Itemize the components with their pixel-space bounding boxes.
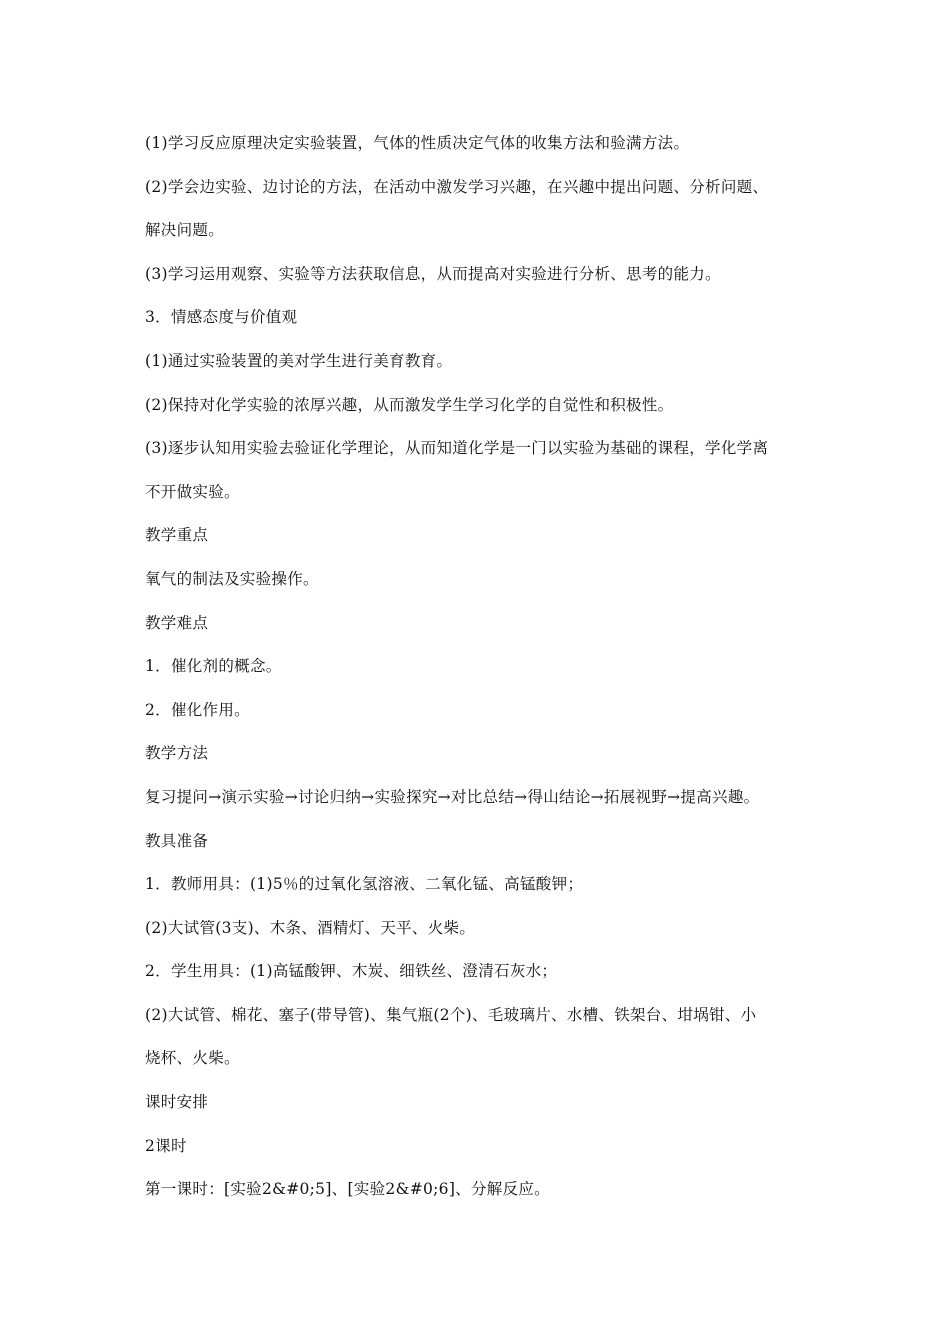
paragraph-schedule-count: 2课时 — [145, 1136, 187, 1155]
document-body — [145, 122, 815, 1212]
paragraph-student-materials-1: 2．学生用具：(1)高锰酸钾、木炭、细铁丝、澄清石灰水； — [145, 962, 558, 981]
heading-difficulties: 教学难点 — [145, 613, 209, 632]
paragraph-attitude-2: (2)保持对化学实验的浓厚兴趣，从而激发学生学习化学的自觉性和积极性。 — [145, 395, 674, 414]
paragraph-student-materials-2-cont: 烧杯、火柴。 — [145, 1049, 240, 1068]
paragraph-methods: 复习提问→演示实验→讨论归纳→实验探究→对比总结→得山结论→拓展视野→提高兴趣。 — [145, 787, 760, 806]
paragraph-student-materials-2: (2)大试管、棉花、塞子(带导管)、集气瓶(2个)、毛玻璃片、水槽、铁架台、坩埚钳、小 — [145, 1005, 757, 1024]
heading-materials: 教具准备 — [145, 831, 209, 850]
paragraph-schedule-first-lesson: 第一课时：[实验2&#0;5]、[实验2&#0;6]、分解反应。 — [145, 1180, 550, 1199]
paragraph-difficulty-1: 1．催化剂的概念。 — [145, 657, 282, 676]
paragraph-objective-3: (3)学习运用观察、实验等方法获取信息，从而提高对实验进行分析、思考的能力。 — [145, 264, 721, 283]
paragraph-attitude-3-cont: 不开做实验。 — [145, 482, 240, 501]
paragraph-key-points: 氧气的制法及实验操作。 — [145, 569, 319, 588]
heading-schedule: 课时安排 — [145, 1093, 209, 1112]
paragraph-objective-1: (1)学习反应原理决定实验装置，气体的性质决定气体的收集方法和验满方法。 — [145, 134, 690, 152]
paragraph-objective-2-cont: 解决问题。 — [145, 221, 225, 240]
paragraph-attitude-3: (3)逐步认知用实验去验证化学理论，从而知道化学是一门以实验为基础的课程，学化学离 — [145, 439, 769, 458]
paragraph-teacher-materials-1: 1．教师用具：(1)5％的过氧化氢溶液、二氧化锰、高锰酸钾； — [145, 875, 584, 894]
paragraph-teacher-materials-2: (2)大试管(3支)、木条、酒精灯、天平、火柴。 — [145, 918, 476, 937]
section-heading-attitude: 3．情感态度与价值观 — [145, 308, 298, 327]
heading-methods: 教学方法 — [145, 744, 209, 763]
paragraph-attitude-1: (1)通过实验装置的美对学生进行美育教育。 — [145, 351, 453, 370]
paragraph-objective-2: (2)学会边实验、边讨论的方法，在活动中激发学习兴趣，在兴趣中提出问题、分析问题、 — [145, 177, 769, 196]
paragraph-difficulty-2: 2．催化作用。 — [145, 700, 250, 719]
heading-key-points: 教学重点 — [145, 526, 209, 545]
